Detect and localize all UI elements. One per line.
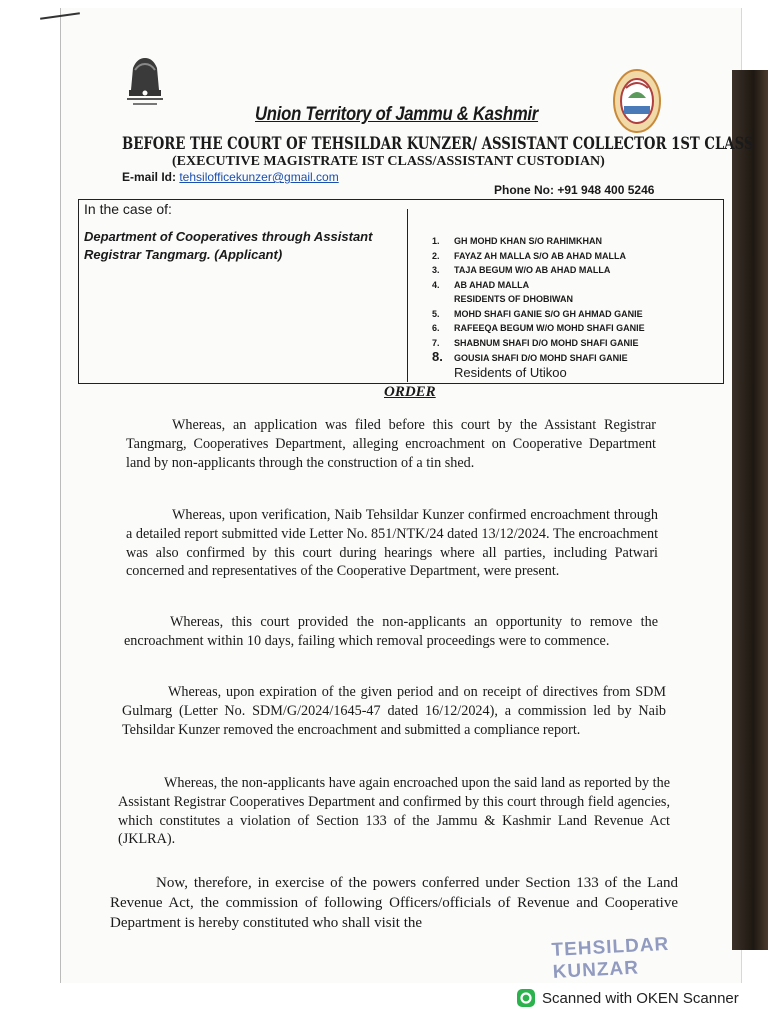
ut-title: Union Territory of Jammu & Kashmir [255, 104, 539, 125]
scanner-watermark [516, 988, 739, 1008]
scanner-logo-icon [516, 988, 536, 1008]
official-stamp: TEHSILDAR KUNZAR [551, 933, 670, 983]
court-subtitle: (EXECUTIVE MAGISTRATE IST CLASS/ASSISTANT CUSTODIAN) [172, 154, 605, 169]
order-paragraph: Whereas, an application was filed before this court by the Assistant Registrar Tangmarg, Cooperatives Department, alleging encroachment on Cooperative Department land by non-applicants through the construction of a tin shed. [126, 417, 656, 471]
email-label: E-mail Id: [122, 170, 180, 184]
list-item: 2. FAYAZ AH MALLA S/O AB AHAD MALLA [432, 250, 626, 261]
jk-seal-icon [612, 68, 662, 134]
list-item: 6. RAFEEQA BEGUM W/O MOHD SHAFI GANIE [432, 323, 645, 333]
order-paragraph: Whereas, this court provided the non-applicants an opportunity to remove the encroachment within 10 days, failing which removal proceedings were to commence. [124, 614, 658, 649]
list-item: 8. GOUSIA SHAFI D/O MOHD SHAFI GANIE [432, 349, 628, 364]
scanner-label: Scanned with OKEN Scanner [542, 989, 739, 1007]
case-label: In the case of: [84, 201, 172, 217]
list-item: RESIDENTS OF DHOBIWAN [454, 294, 574, 304]
list-item: 7. SHABNUM SHAFI D/O MOHD SHAFI GANIE [432, 337, 639, 348]
order-paragraph: Now, therefore, in exercise of the powers conferred under Section 133 of the Land Revenue Act, the commission of following Officers/officials of Revenue and Cooperative Department is hereby constituted who shall visit the [110, 875, 678, 931]
applicant: Department of Cooperatives through Assistant Registrar Tangmarg. (Applicant) [84, 229, 373, 262]
email-link[interactable]: tehsilofficekunzer@gmail.com [179, 170, 339, 184]
list-item: 4. AB AHAD MALLA [432, 279, 530, 290]
order-paragraph: Whereas, the non-applicants have again encroached upon the said land as reported by the Assistant Registrar Cooperatives Department and confirmed by this court through field agencies, which constitutes a violation of Section 133 of the Jammu & Kashmir Land Revenue Act (JKLRA). [118, 775, 670, 848]
court-title: BEFORE THE COURT OF TEHSILDAR KUNZER/ ASSISTANT COLLECTOR 1ST CLASS [122, 134, 754, 154]
national-emblem-icon [113, 50, 177, 110]
list-item: 5. MOHD SHAFI GANIE S/O GH AHMAD GANIE [432, 308, 643, 319]
case-divider [407, 209, 408, 382]
list-item: 3. TAJA BEGUM W/O AB AHAD MALLA [432, 265, 611, 275]
order-heading: ORDER [384, 384, 436, 400]
phone-number: Phone No: +91 948 400 5246 [494, 183, 655, 197]
residents-utikoo: Residents of Utikoo [454, 365, 567, 380]
order-paragraph: Whereas, upon verification, Naib Tehsildar Kunzer confirmed encroachment through a detailed report submitted vide Letter No. 851/NTK/24 dated 13/12/2024. The encroachment was also confirmed by this court during hearings where all parties, including Patwari concerned and representatives of the Cooperative Department, were present. [126, 507, 659, 580]
list-item: 1. GH MOHD KHAN S/O RAHIMKHAN [432, 236, 602, 246]
respondent-list [432, 234, 645, 365]
email-row [122, 170, 339, 184]
background-edge [732, 70, 768, 950]
order-paragraph: Whereas, upon expiration of the given period and on receipt of directives from SDM Gulmarg (Letter No. SDM/G/2024/1645-47 dated 16/12/2024), a commission led by Naib Tehsildar Kunzer removed the encroachment and submitted a compliance report. [122, 684, 666, 738]
